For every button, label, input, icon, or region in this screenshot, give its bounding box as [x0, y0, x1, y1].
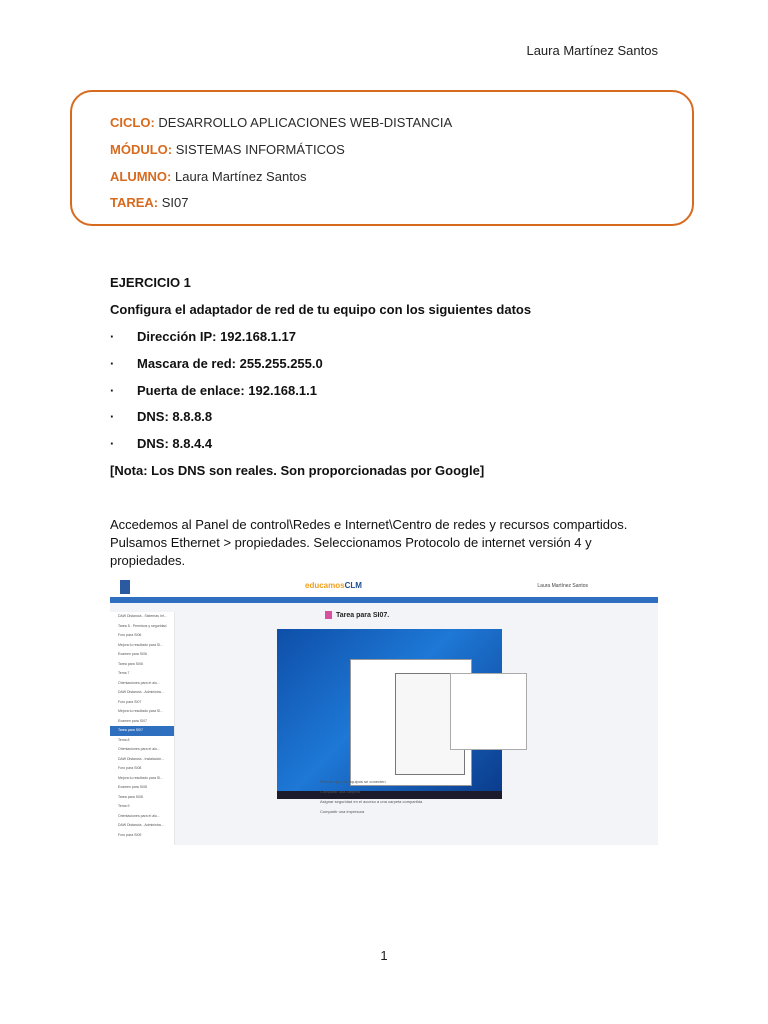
- shot-content-lines: [320, 777, 422, 817]
- info-row-modulo: [110, 142, 345, 157]
- info-label: ALUMNO:: [110, 169, 172, 184]
- shot-sidebar-item[interactable]: Tarea para SI08: [118, 794, 143, 799]
- bullet-item: [110, 436, 212, 451]
- shot-sidebar-item[interactable]: Orientaciones para el alu...: [118, 747, 160, 751]
- shot-brand-prefix: educamos: [305, 581, 345, 590]
- bullet-item: [110, 409, 212, 424]
- shot-sidebar-item[interactable]: Tarea para SI06: [118, 661, 143, 666]
- shot-brand: [305, 581, 362, 590]
- shot-sidebar: [110, 612, 175, 845]
- shot-sidebar-item[interactable]: Tema 7: [118, 671, 130, 675]
- info-label: TAREA:: [110, 195, 159, 210]
- shot-content-line: Asignar seguridad en el acceso a una carpeta compartida: [320, 799, 423, 804]
- bullet-dot: ·: [110, 409, 115, 424]
- bullet-dot: ·: [110, 436, 115, 451]
- bullet-dot: ·: [110, 383, 115, 398]
- shot-sidebar-item[interactable]: Examen para SI06: [118, 652, 147, 656]
- shot-sidebar-item[interactable]: DAW Distancia - Sistemas Inf...: [118, 614, 167, 618]
- info-value: SISTEMAS INFORMÁTICOS: [175, 142, 345, 157]
- shot-sidebar-item[interactable]: Foro para SI06: [118, 633, 142, 637]
- header-author: Laura Martínez Santos: [526, 43, 658, 58]
- shot-content-line: Compartir una carpeta: [320, 789, 360, 794]
- shot-bluebar: [110, 597, 658, 603]
- info-row-tarea: [110, 195, 189, 210]
- task-icon: [325, 611, 332, 619]
- shot-sidebar-item[interactable]: Tema 9: [118, 804, 130, 808]
- bullet-dot: ·: [110, 356, 115, 371]
- shot-sidebar-item[interactable]: DAW Distancia - Administra...: [118, 823, 164, 827]
- bullet-text: Puerta de enlace: 192.168.1.1: [137, 383, 317, 398]
- info-box: [70, 90, 694, 226]
- shot-desktop: [277, 629, 502, 799]
- shot-task-title-text: Tarea para SI07.: [336, 611, 390, 619]
- shot-sidebar-item[interactable]: Mejora tu resultado para SI...: [118, 775, 164, 780]
- info-value: Laura Martínez Santos: [175, 169, 307, 184]
- shot-sidebar-item[interactable]: Examen para SI08: [118, 785, 147, 789]
- info-row-ciclo: [110, 115, 452, 130]
- shot-sidebar-item[interactable]: Examen para SI07: [118, 718, 147, 723]
- shot-sidebar-item[interactable]: Foro para SI08: [118, 766, 142, 770]
- shot-sidebar-item[interactable]: Tarea 5 - Permisos y seguridad: [118, 623, 167, 628]
- shot-sidebar-item[interactable]: Foro para SI07: [118, 699, 142, 704]
- shot-sidebar-item[interactable]: Orientaciones para el alu...: [118, 680, 160, 685]
- bullet-dot: ·: [110, 329, 115, 344]
- bullet-text: Dirección IP: 192.168.1.17: [137, 329, 296, 344]
- shot-sidebar-item[interactable]: Tema 8: [118, 737, 130, 742]
- instruction-paragraph: Accedemos al Panel de control\Redes e Internet\Centro de redes y recursos compartidos. Pulsamos Ethernet > propiedades. Seleccionamos Protocolo de internet versión 4 y propiedades.: [110, 517, 628, 568]
- info-label: CICLO:: [110, 115, 155, 130]
- exercise-intro: Configura el adaptador de red de tu equipo con los siguientes datos: [110, 302, 532, 317]
- bullet-item: [110, 356, 323, 371]
- info-row-alumno: [110, 169, 307, 184]
- embedded-screenshot: [110, 577, 658, 845]
- shot-sidebar-item[interactable]: Mejora tu resultado para SI...: [118, 642, 164, 647]
- info-value: DESARROLLO APLICACIONES WEB-DISTANCIA: [158, 115, 453, 130]
- shot-topbar: [110, 577, 658, 598]
- shot-task-title: [325, 611, 389, 619]
- exercise-title: EJERCICIO 1: [110, 275, 191, 290]
- shot-sidebar-item[interactable]: DAW Distancia - Administra...: [118, 690, 164, 694]
- shot-logo-icon: [120, 580, 130, 594]
- exercise-note: [Nota: Los DNS son reales. Son proporcionadas por Google]: [110, 463, 485, 478]
- shot-sidebar-item[interactable]: Tarea para SI07: [110, 726, 174, 736]
- shot-sidebar-item[interactable]: Orientaciones para el alu...: [118, 813, 160, 818]
- shot-sidebar-item[interactable]: Foro para SI09: [118, 832, 142, 837]
- shot-brand-suffix: CLM: [344, 581, 362, 590]
- shot-content-line: Permite que los equipos se conecten: [320, 779, 386, 784]
- shot-sidebar-item[interactable]: Mejora tu resultado para SI...: [118, 709, 164, 713]
- page-number: 1: [380, 948, 388, 963]
- shot-user: Laura Martínez Santos: [537, 583, 588, 589]
- shot-sidebar-item[interactable]: DAW Distancia - Instalación...: [118, 756, 165, 761]
- bullet-text: DNS: 8.8.4.4: [137, 436, 213, 451]
- bullet-text: Mascara de red: 255.255.255.0: [137, 356, 323, 371]
- bullet-item: [110, 329, 296, 344]
- bullet-item: [110, 383, 317, 398]
- bullet-text: DNS: 8.8.8.8: [137, 409, 213, 424]
- shot-network-window: [450, 673, 527, 750]
- shot-content-line: Compartir una impresora: [320, 809, 365, 814]
- info-label: MÓDULO:: [110, 142, 173, 157]
- info-value: SI07: [161, 195, 189, 210]
